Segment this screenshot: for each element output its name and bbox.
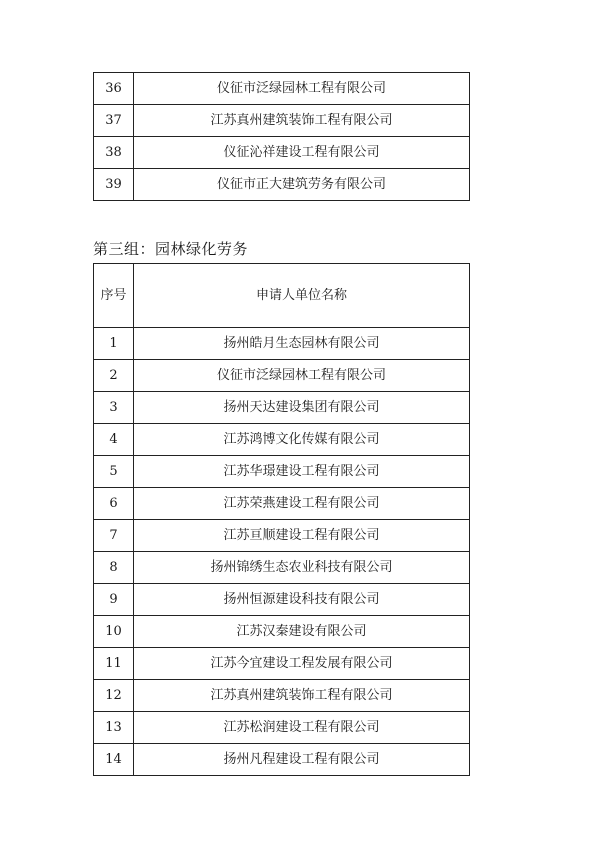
table-row: [94, 137, 470, 169]
company-name: 江苏真州建筑装饰工程有限公司: [134, 105, 470, 137]
group-heading: 第三组：园林绿化劳务: [93, 240, 249, 258]
row-number: 6: [94, 488, 134, 520]
row-number: 7: [94, 520, 134, 552]
column-header-number: 序号: [94, 264, 134, 328]
row-number: 13: [94, 712, 134, 744]
table-row: [94, 520, 470, 552]
table-row: [94, 328, 470, 360]
continued-applicant-table: [93, 72, 470, 201]
table-row: [94, 744, 470, 776]
row-number: 5: [94, 456, 134, 488]
company-name: 扬州凡程建设工程有限公司: [134, 744, 470, 776]
table-row: [94, 488, 470, 520]
company-name: 江苏真州建筑装饰工程有限公司: [134, 680, 470, 712]
company-name: 仪征市正大建筑劳务有限公司: [134, 169, 470, 201]
row-number: 39: [94, 169, 134, 201]
company-name: 江苏鸿博文化传媒有限公司: [134, 424, 470, 456]
company-name: 江苏亘顺建设工程有限公司: [134, 520, 470, 552]
row-number: 10: [94, 616, 134, 648]
company-name: 扬州恒源建设科技有限公司: [134, 584, 470, 616]
company-name: 江苏松润建设工程有限公司: [134, 712, 470, 744]
table-row: [94, 105, 470, 137]
group3-applicant-table: [93, 263, 470, 776]
table-row: [94, 616, 470, 648]
row-number: 9: [94, 584, 134, 616]
row-number: 37: [94, 105, 134, 137]
table-row: [94, 584, 470, 616]
company-name: 仪征市泛绿园林工程有限公司: [134, 73, 470, 105]
row-number: 11: [94, 648, 134, 680]
table-row: [94, 169, 470, 201]
company-name: 江苏华璟建设工程有限公司: [134, 456, 470, 488]
column-header-name: 申请人单位名称: [134, 264, 470, 328]
table-row: [94, 360, 470, 392]
company-name: 扬州皓月生态园林有限公司: [134, 328, 470, 360]
company-name: 江苏汉秦建设有限公司: [134, 616, 470, 648]
table-row: [94, 424, 470, 456]
company-name: 扬州锦绣生态农业科技有限公司: [134, 552, 470, 584]
row-number: 3: [94, 392, 134, 424]
table-row: [94, 552, 470, 584]
row-number: 4: [94, 424, 134, 456]
row-number: 12: [94, 680, 134, 712]
row-number: 14: [94, 744, 134, 776]
table-row: [94, 392, 470, 424]
row-number: 2: [94, 360, 134, 392]
company-name: 仪征市泛绿园林工程有限公司: [134, 360, 470, 392]
table-row: [94, 680, 470, 712]
row-number: 38: [94, 137, 134, 169]
table-row: [94, 73, 470, 105]
row-number: 1: [94, 328, 134, 360]
company-name: 江苏今宜建设工程发展有限公司: [134, 648, 470, 680]
company-name: 仪征沁祥建设工程有限公司: [134, 137, 470, 169]
table-row: [94, 712, 470, 744]
row-number: 8: [94, 552, 134, 584]
table-row: [94, 456, 470, 488]
table-header-row: [94, 264, 470, 328]
company-name: 江苏荣燕建设工程有限公司: [134, 488, 470, 520]
row-number: 36: [94, 73, 134, 105]
company-name: 扬州天达建设集团有限公司: [134, 392, 470, 424]
table-row: [94, 648, 470, 680]
